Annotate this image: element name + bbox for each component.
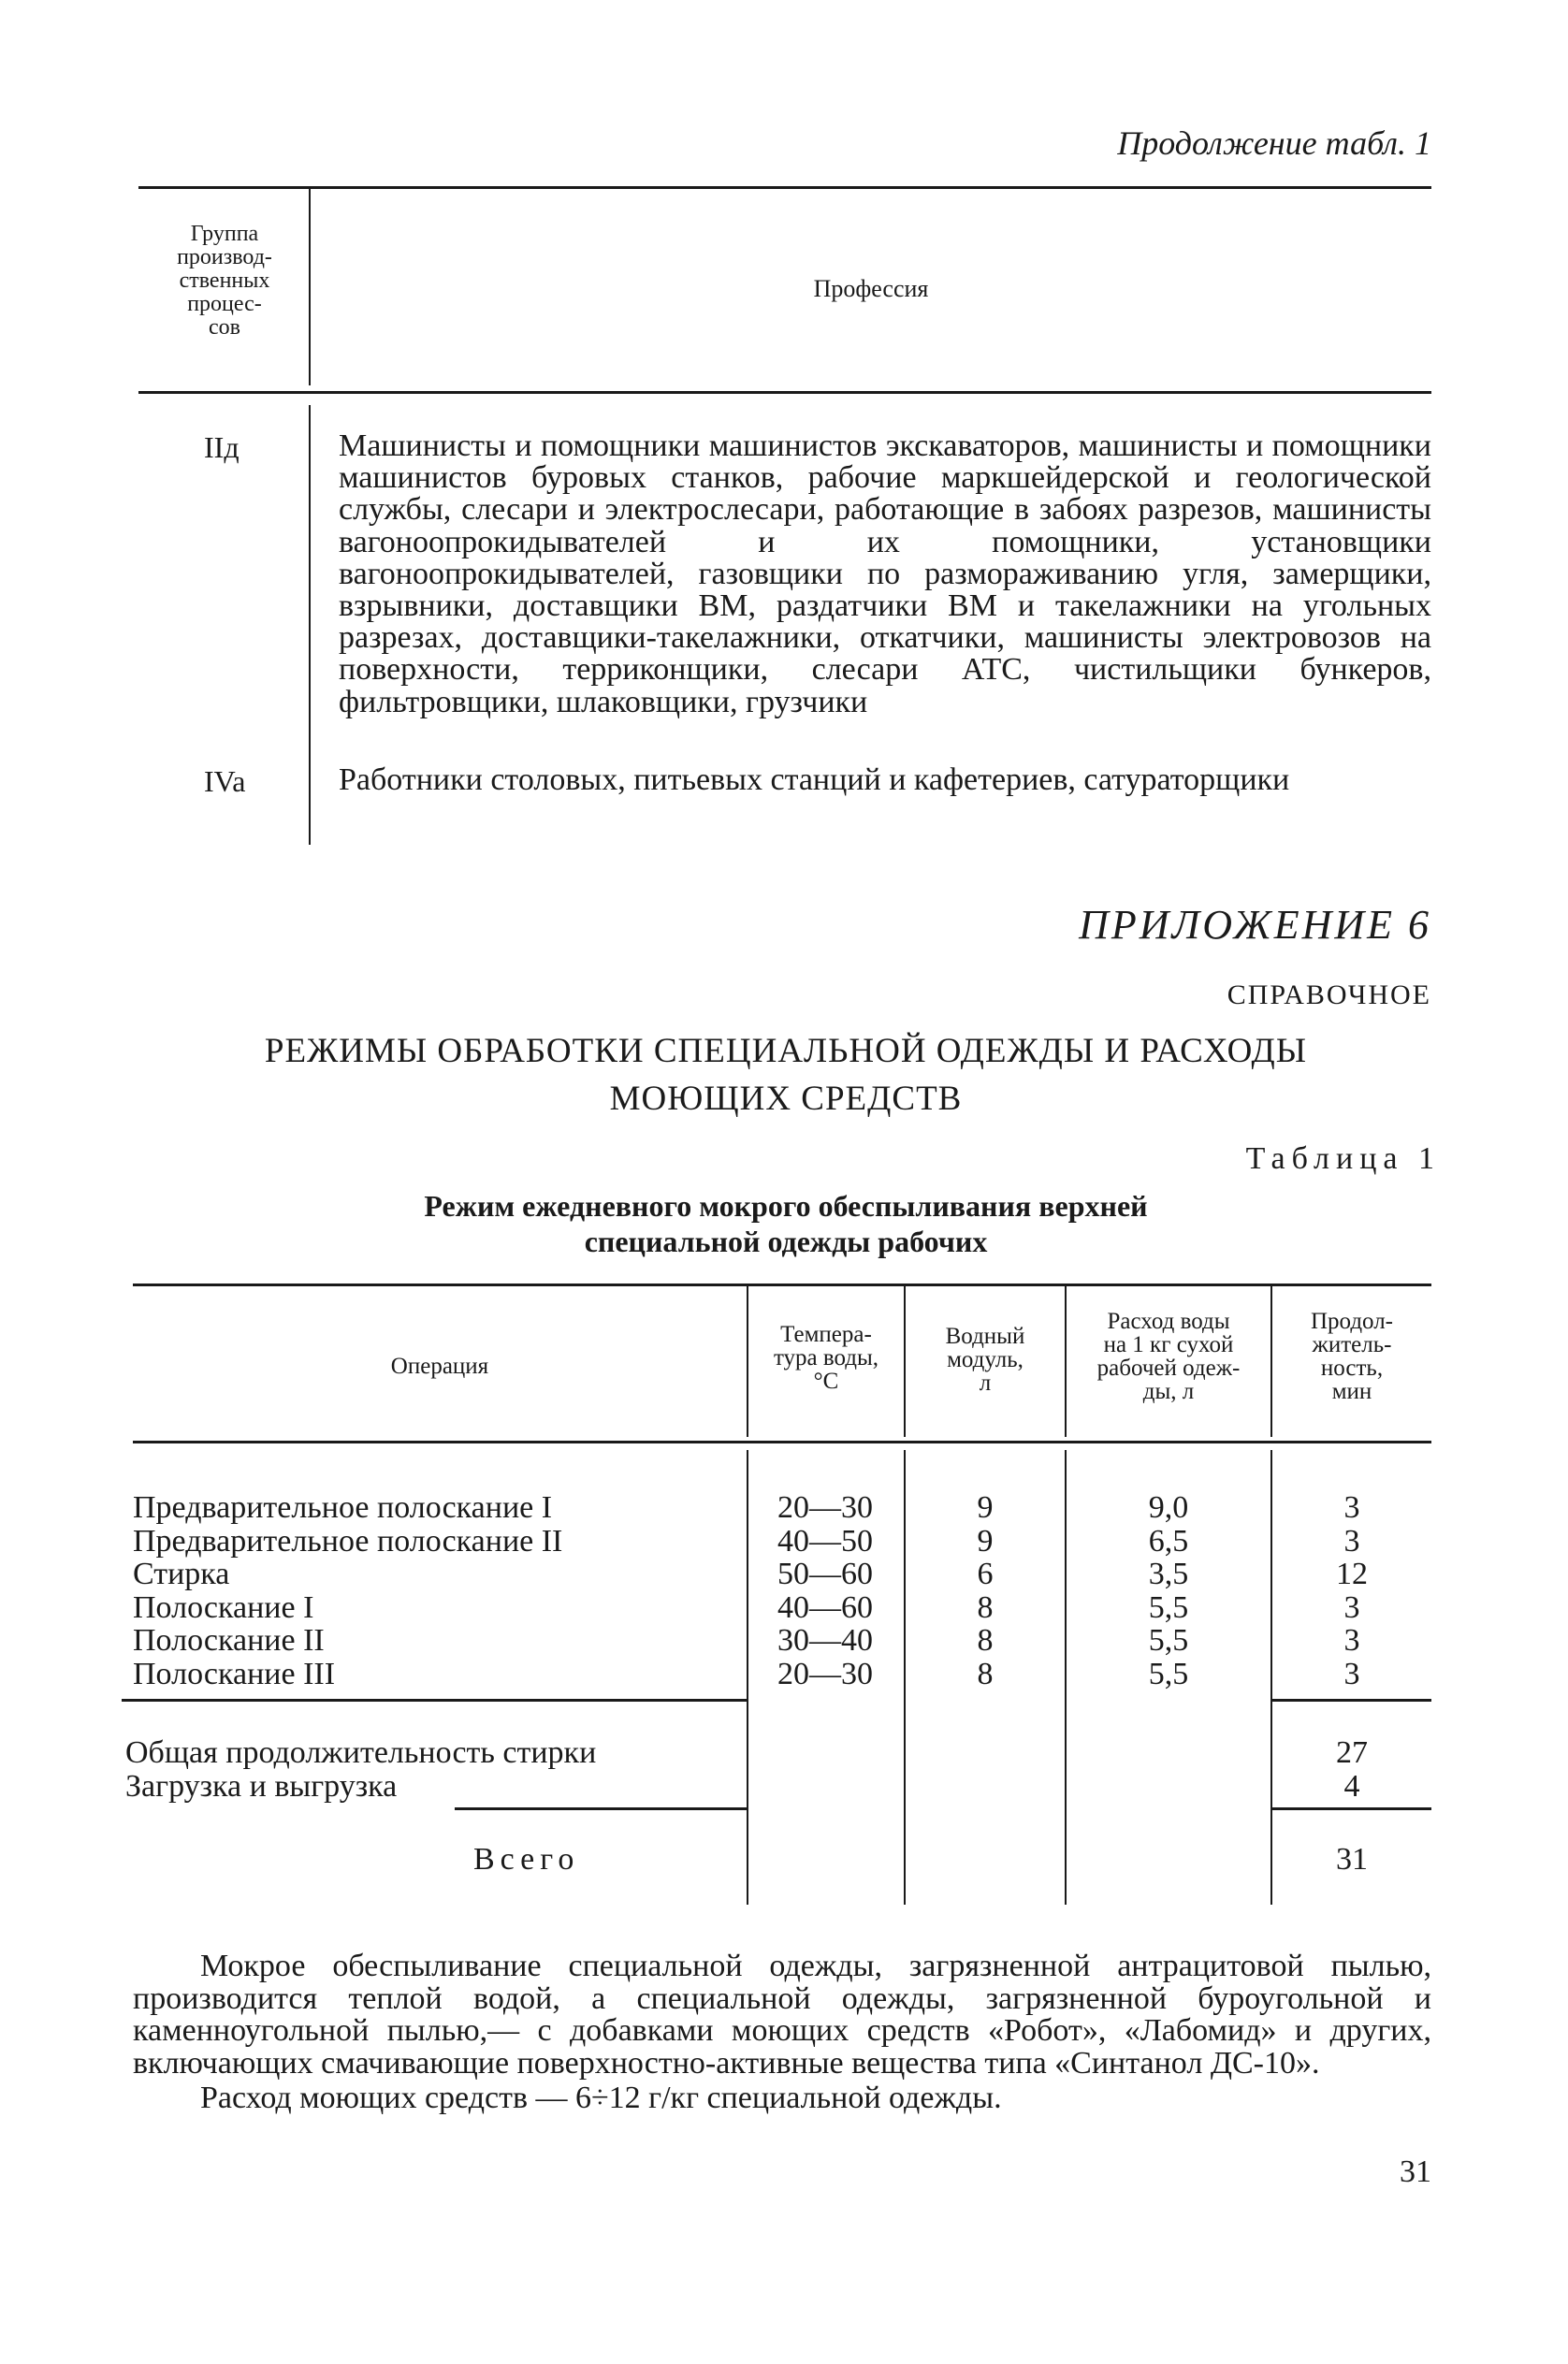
module-cell: 8 bbox=[977, 1623, 994, 1659]
group-header-line: производ- bbox=[177, 245, 272, 269]
header-line: л bbox=[979, 1371, 992, 1396]
module-cell: 8 bbox=[977, 1656, 994, 1691]
note-paragraph: Расход моющих средств — 6÷12 г/кг специальной одежды. bbox=[200, 2081, 1002, 2115]
top-table-divider-body bbox=[309, 405, 311, 845]
header-line: рабочей одеж- bbox=[1096, 1356, 1241, 1381]
header-line: мин bbox=[1331, 1379, 1372, 1404]
summary-rule-right bbox=[1270, 1807, 1431, 1810]
temperature-cell: 20—30 bbox=[777, 1656, 873, 1691]
operation-cell: Полоскание III bbox=[133, 1656, 336, 1691]
summary-duration-cell: 4 bbox=[1343, 1768, 1360, 1804]
operation-cell: Предварительное полоскание I bbox=[133, 1490, 553, 1525]
continuation-header: Продолжение табл. 1 bbox=[1117, 124, 1431, 162]
table-title bbox=[140, 1188, 1431, 1259]
temperature-cell: 50—60 bbox=[777, 1557, 873, 1592]
water-use-cell: 5,5 bbox=[1148, 1589, 1189, 1625]
header-line: на 1 кг сухой bbox=[1103, 1332, 1234, 1357]
profession-text: Машинисты и помощники машинистов экскаваторов, машинисты и помощники машинистов буровых станков, рабочие маркшейдерской и геологической службы, слесари и электрослесари, работающие в забоях разрезов, машинисты вагоноопрокидывателей и их помощники, установщики вагоноопрокидывателей, газовщики по размораживанию угля, замерщики, взрывники, доставщики ВМ, раздатчики ВМ и такелажники на угольных разрезах, доставщики-такелажники, откатчики, машинисты электровозов на поверхности, терриконщики, слесари АТС, чистильщики бункеров, фильтровщики, шлаковщики, грузчики bbox=[339, 428, 1431, 719]
header-line: °С bbox=[813, 1369, 839, 1394]
summary-cell: Общая продолжительность стирки bbox=[125, 1735, 597, 1770]
header-line: модуль, bbox=[947, 1347, 1024, 1372]
duration-cell: 3 bbox=[1343, 1523, 1360, 1559]
group-column-header bbox=[140, 223, 309, 340]
module-column bbox=[906, 1491, 1065, 1691]
duration-cell: 3 bbox=[1343, 1656, 1360, 1691]
group-value: IVa bbox=[204, 764, 246, 798]
total-label: Всего bbox=[473, 1842, 580, 1877]
main-title-line: МОЮЩИХ СРЕДСТВ bbox=[609, 1080, 963, 1118]
water-use-cell: 6,5 bbox=[1148, 1523, 1189, 1559]
group-header-line: ственных bbox=[179, 268, 270, 293]
header-line: Расход воды bbox=[1107, 1309, 1230, 1334]
temperature-column bbox=[748, 1491, 902, 1691]
page-number: 31 bbox=[1400, 2154, 1431, 2189]
temperature-cell: 40—60 bbox=[777, 1589, 873, 1625]
water-use-cell: 9,0 bbox=[1148, 1490, 1189, 1525]
duration-cell: 12 bbox=[1336, 1557, 1368, 1592]
main-title bbox=[140, 1027, 1431, 1123]
water-use-column bbox=[1067, 1491, 1270, 1691]
profession-text: Работники столовых, питьевых станций и кафетериев, сатураторщики bbox=[339, 762, 1290, 797]
header-line: житель- bbox=[1312, 1332, 1392, 1357]
main-title-line: РЕЖИМЫ ОБРАБОТКИ СПЕЦИАЛЬНОЙ ОДЕЖДЫ И РАСХОДЫ bbox=[264, 1032, 1308, 1070]
header-line: ность, bbox=[1320, 1356, 1384, 1381]
appendix-title: ПРИЛОЖЕНИЕ 6 bbox=[1079, 902, 1431, 948]
body-rule-right bbox=[1270, 1699, 1431, 1702]
header-line: Темпера- bbox=[780, 1322, 872, 1347]
summary-rule-left bbox=[455, 1807, 748, 1810]
operation-cell: Полоскание I bbox=[133, 1589, 314, 1625]
duration-cell: 3 bbox=[1343, 1589, 1360, 1625]
module-cell: 8 bbox=[977, 1589, 994, 1625]
header-temperature bbox=[748, 1323, 904, 1393]
header-duration bbox=[1272, 1310, 1431, 1403]
temperature-cell: 40—50 bbox=[777, 1523, 873, 1559]
group-header-line: Группа bbox=[190, 222, 259, 246]
water-use-cell: 5,5 bbox=[1148, 1656, 1189, 1691]
header-water-use bbox=[1067, 1310, 1270, 1403]
header-module bbox=[906, 1325, 1065, 1395]
module-cell: 9 bbox=[977, 1523, 994, 1559]
summary-column bbox=[125, 1736, 743, 1803]
summary-duration-cell: 27 bbox=[1336, 1735, 1368, 1770]
group-header-line: сов bbox=[209, 315, 240, 340]
table-title-line: Режим ежедневного мокрого обеспыливания верхней bbox=[424, 1189, 1148, 1223]
profession-column-header: Профессия bbox=[813, 275, 929, 302]
module-cell: 9 bbox=[977, 1490, 994, 1525]
header-operation: Операция bbox=[390, 1354, 489, 1379]
operation-column bbox=[133, 1491, 741, 1691]
temperature-cell: 20—30 bbox=[777, 1490, 873, 1525]
top-table-rule-header bbox=[138, 391, 1431, 394]
duration-column bbox=[1272, 1491, 1431, 1691]
table-label: Таблица 1 bbox=[1245, 1141, 1441, 1176]
summary-duration-column bbox=[1272, 1736, 1431, 1803]
total-duration: 31 bbox=[1336, 1842, 1368, 1877]
operation-cell: Стирка bbox=[133, 1557, 230, 1592]
header-line: Продол- bbox=[1310, 1309, 1394, 1334]
main-table-rule-top bbox=[133, 1284, 1431, 1286]
header-line: Водный bbox=[945, 1324, 1025, 1349]
duration-cell: 3 bbox=[1343, 1490, 1360, 1525]
header-line: тура воды, bbox=[773, 1345, 879, 1371]
summary-cell: Загрузка и выгрузка bbox=[125, 1768, 398, 1804]
body-rule-left bbox=[122, 1699, 748, 1702]
operation-cell: Предварительное полоскание II bbox=[133, 1523, 563, 1559]
water-use-cell: 3,5 bbox=[1148, 1557, 1189, 1592]
temperature-cell: 30—40 bbox=[777, 1623, 873, 1659]
group-value: IIд bbox=[204, 430, 240, 464]
main-table-rule-header bbox=[133, 1441, 1431, 1443]
header-line: ды, л bbox=[1142, 1379, 1195, 1404]
appendix-subtitle: СПРАВОЧНОЕ bbox=[1227, 979, 1431, 1010]
water-use-cell: 5,5 bbox=[1148, 1623, 1189, 1659]
top-table-rule-top bbox=[138, 186, 1431, 189]
module-cell: 6 bbox=[977, 1557, 994, 1592]
duration-cell: 3 bbox=[1343, 1623, 1360, 1659]
group-header-line: процес- bbox=[187, 292, 262, 316]
table-title-line: специальной одежды рабочих bbox=[584, 1225, 988, 1258]
operation-cell: Полоскание II bbox=[133, 1623, 325, 1659]
note-paragraph: Мокрое обеспыливание специальной одежды, загрязненной антрацитовой пылью, производится теплой водой, а специальной одежды, загрязненной буроугольной и каменноугольной пылью,— с добавками моющих средств «Робот», «Лабомид» и других, включающих смачивающие поверхностно-активные вещества типа «Синтанол ДС-10». bbox=[133, 1949, 1431, 2081]
